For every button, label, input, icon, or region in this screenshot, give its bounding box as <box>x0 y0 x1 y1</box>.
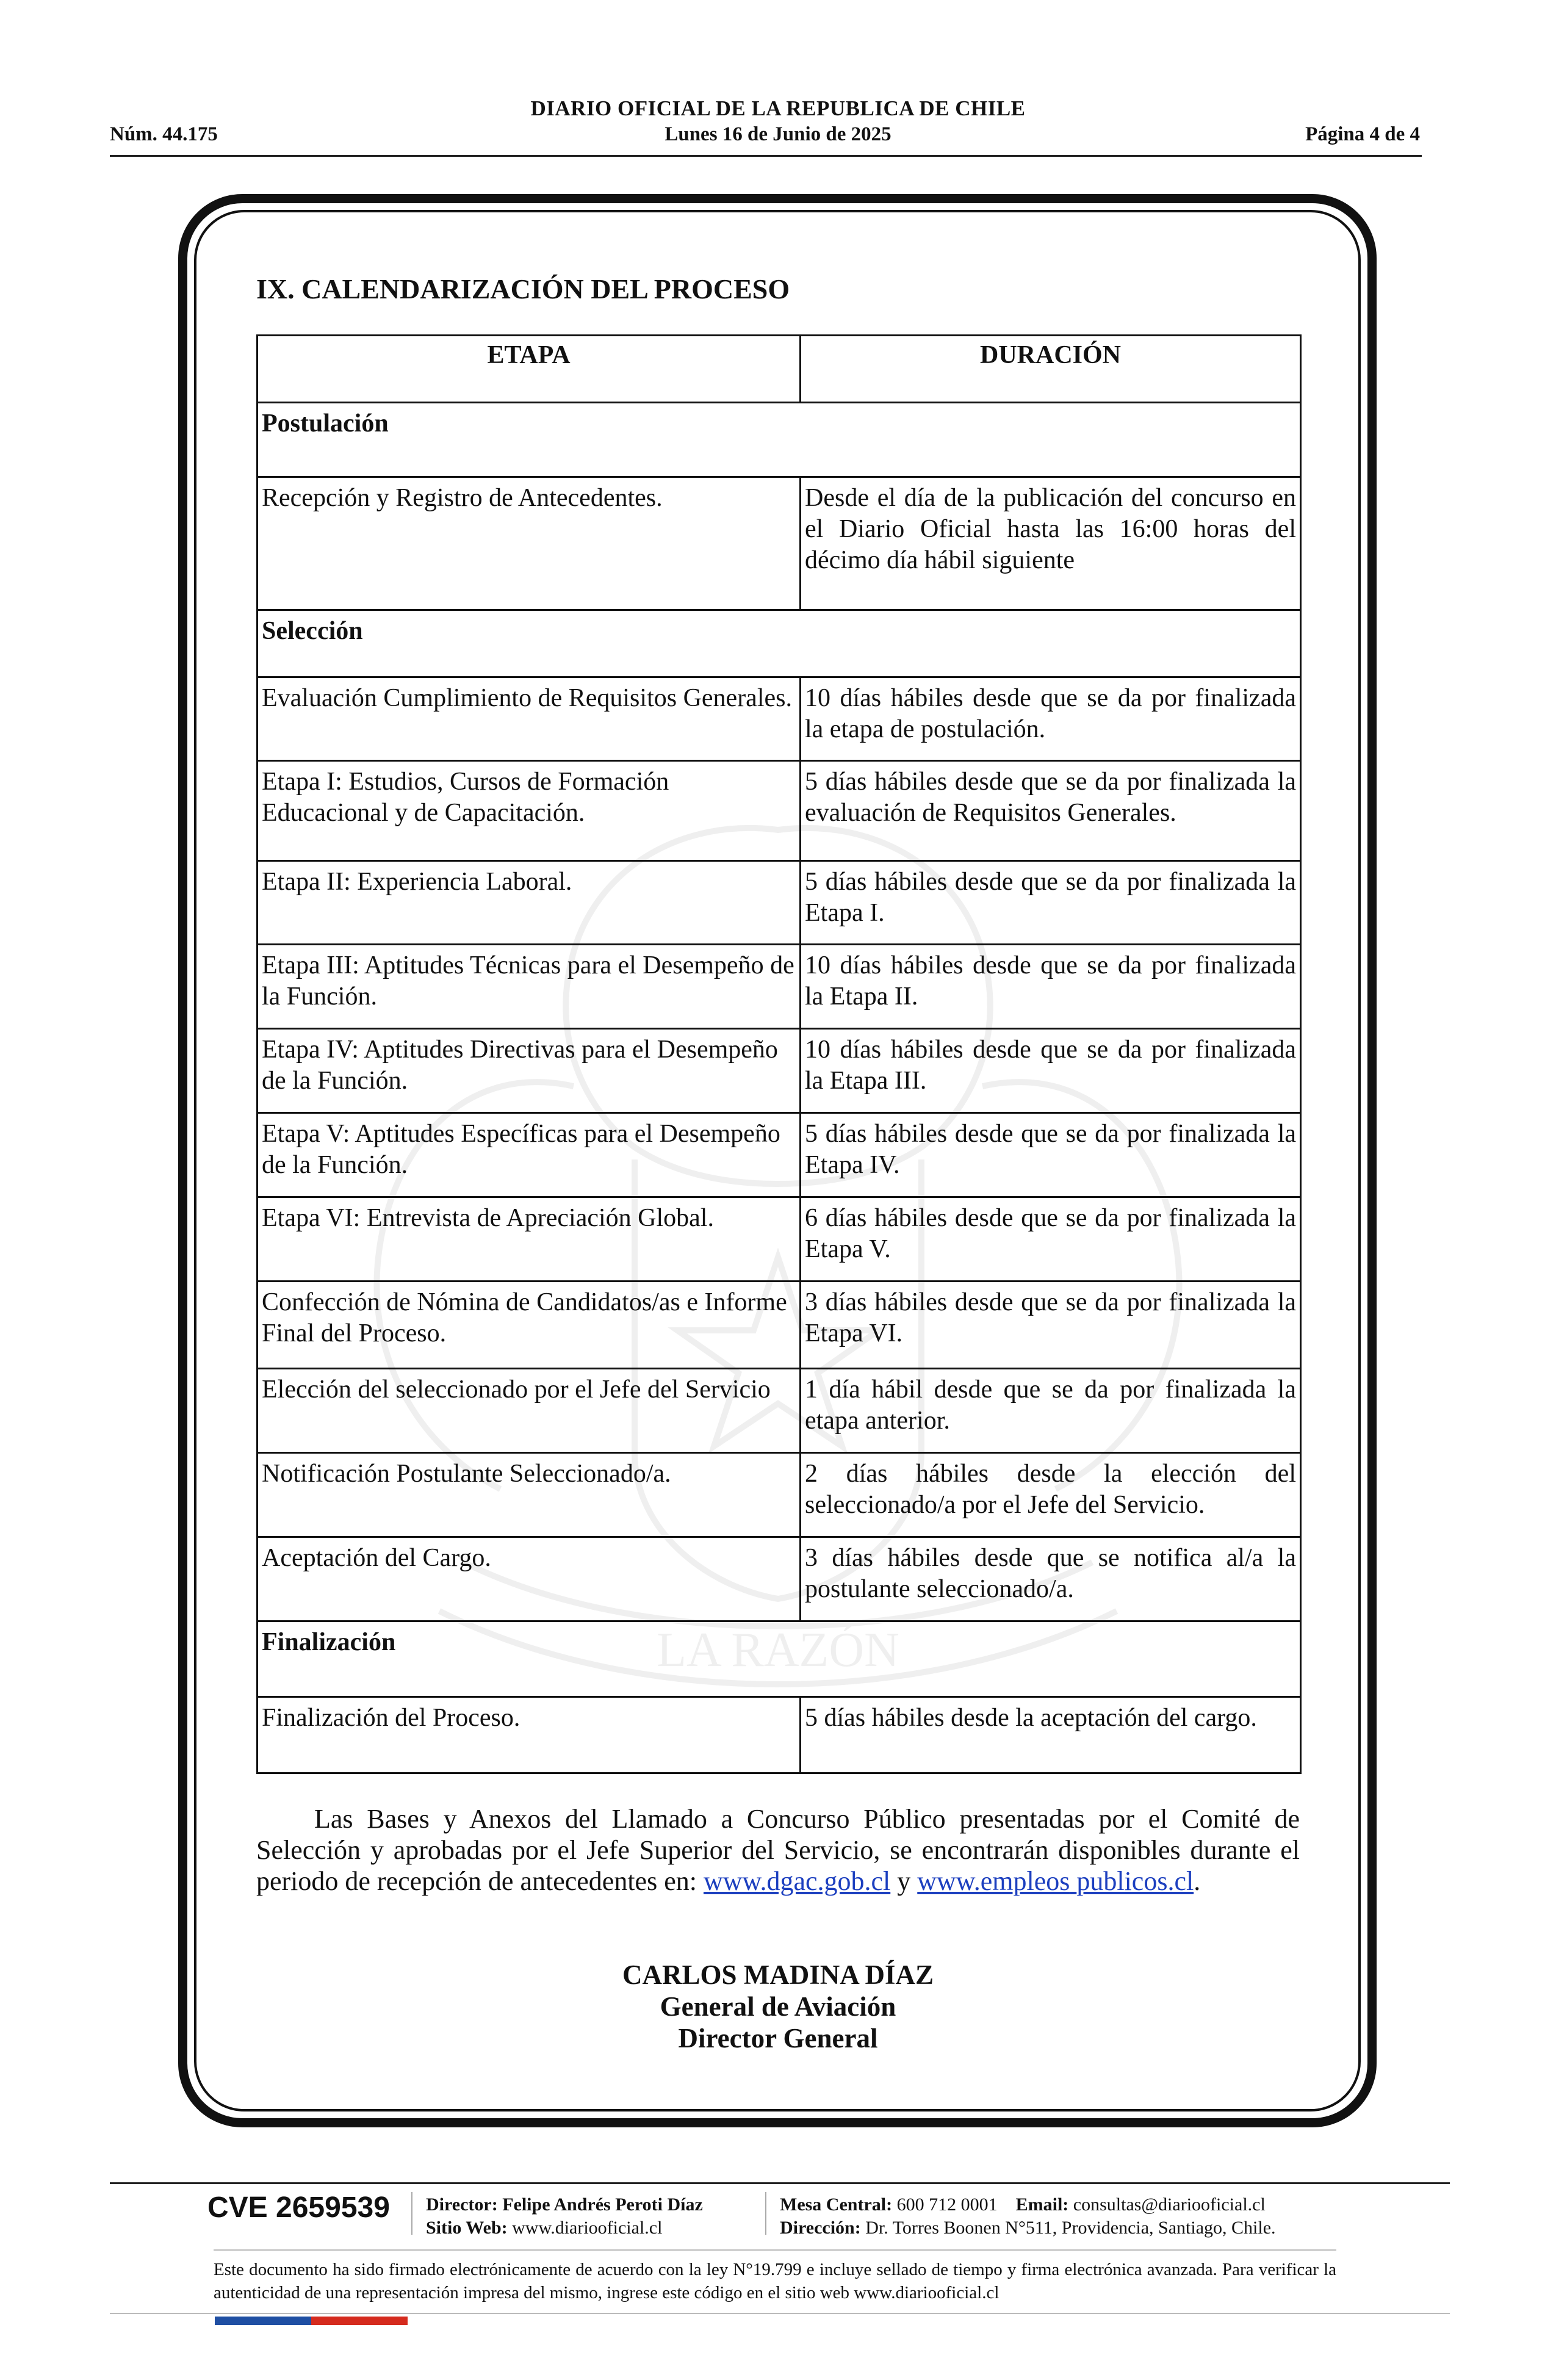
mesa-phone: 600 712 0001 <box>896 2194 998 2215</box>
duration-cell: 10 días hábiles desde que se da por finalizada la Etapa III. <box>801 1029 1301 1113</box>
group-seleccion: Selección <box>258 610 1301 677</box>
table-header-row <box>258 336 1301 403</box>
signatory-rank: General de Aviación <box>660 1991 896 2022</box>
stage-cell: Evaluación Cumplimiento de Requisitos Generales. <box>258 677 801 761</box>
stage-cell: Etapa V: Aptitudes Específicas para el Desempeño de la Función. <box>258 1113 801 1197</box>
issue-number: Núm. 44.175 <box>110 123 218 145</box>
watermark-motto: LA RAZÓN <box>657 1623 899 1677</box>
email-label: Email: <box>1015 2194 1069 2215</box>
site-label: Sitio Web: <box>426 2218 508 2238</box>
duration-cell: 10 días hábiles desde que se da por finalizada la etapa de postulación. <box>801 677 1301 761</box>
footer-divider-top <box>110 2182 1450 2184</box>
table-row <box>258 861 1301 945</box>
footer-separator <box>765 2192 766 2235</box>
stage-cell: Etapa IV: Aptitudes Directivas para el Desempeño de la Función. <box>258 1029 801 1113</box>
footer-divider-bottom <box>110 2313 1450 2314</box>
signatory-position: Director General <box>678 2023 878 2054</box>
table-row <box>258 761 1301 861</box>
stage-cell: Etapa III: Aptitudes Técnicas para el Desempeño de la Función. <box>258 945 801 1029</box>
duration-cell: 5 días hábiles desde que se da por finalizada la Etapa IV. <box>801 1113 1301 1197</box>
footer-separator <box>411 2192 412 2235</box>
email-address[interactable]: consultas@diariooficial.cl <box>1073 2194 1266 2215</box>
header-divider <box>110 155 1422 157</box>
dgac-link[interactable]: www.dgac.gob.cl <box>703 1866 891 1896</box>
table-row <box>258 1369 1301 1453</box>
table-row <box>258 1113 1301 1197</box>
table-group-row <box>258 1621 1301 1697</box>
stage-cell: Etapa VI: Entrevista de Apreciación Global. <box>258 1197 801 1282</box>
column-header-stage: ETAPA <box>258 336 801 403</box>
group-finalizacion: Finalización <box>258 1621 1301 1697</box>
address-label: Dirección: <box>780 2218 861 2238</box>
footer-director-block <box>426 2193 703 2240</box>
table-row <box>258 1697 1301 1773</box>
table-row <box>258 945 1301 1029</box>
footer-divider-mid <box>214 2249 1336 2251</box>
duration-cell: 1 día hábil desde que se da por finalizada la etapa anterior. <box>801 1369 1301 1453</box>
stage-cell: Recepción y Registro de Antecedentes. <box>258 477 801 610</box>
footer-contact-block <box>780 2193 1276 2240</box>
process-calendar-table <box>256 334 1302 1774</box>
director-label: Director: <box>426 2194 498 2215</box>
duration-cell: Desde el día de la publicación del concurso en el Diario Oficial hasta las 16:00 horas del décimo día hábil siguiente <box>801 477 1301 610</box>
empleos-link-part2[interactable]: publicos.cl <box>1076 1866 1194 1896</box>
section-title: IX. CALENDARIZACIÓN DEL PROCESO <box>256 273 790 305</box>
conjunction: y <box>897 1866 911 1896</box>
column-header-duration: DURACIÓN <box>801 336 1301 403</box>
gazette-title: DIARIO OFICIAL DE LA REPUBLICA DE CHILE <box>530 96 1026 120</box>
flag-stripe-red <box>311 2317 408 2325</box>
table-row <box>258 1029 1301 1113</box>
page-indicator: Página 4 de 4 <box>1305 123 1420 145</box>
cve-code: CVE 2659539 <box>207 2191 390 2224</box>
closing-text: Las Bases y Anexos del Llamado a Concurso Público presentadas por el Comité de Selección y aprobadas por el Jefe Superior del Servicio, se encontrarán disponibles durante el periodo de recepción de antecedentes en: <box>256 1804 1300 1896</box>
stage-cell: Finalización del Proceso. <box>258 1697 801 1773</box>
flag-stripe-blue <box>215 2317 311 2325</box>
issue-date: Lunes 16 de Junio de 2025 <box>665 123 891 145</box>
empleos-publicos-link[interactable] <box>917 1866 1194 1896</box>
table-group-row <box>258 403 1301 477</box>
duration-cell: 6 días hábiles desde que se da por finalizada la Etapa V. <box>801 1197 1301 1282</box>
duration-cell: 2 días hábiles desde la elección del seleccionado/a por el Jefe del Servicio. <box>801 1453 1301 1537</box>
group-postulacion: Postulación <box>258 403 1301 477</box>
duration-cell: 3 días hábiles desde que se notifica al/a la postulante seleccionado/a. <box>801 1537 1301 1621</box>
stage-cell: Etapa II: Experiencia Laboral. <box>258 861 801 945</box>
closing-paragraph <box>256 1803 1300 1897</box>
duration-cell: 5 días hábiles desde que se da por finalizada la Etapa I. <box>801 861 1301 945</box>
stage-cell: Confección de Nómina de Candidatos/as e Informe Final del Proceso. <box>258 1282 801 1369</box>
duration-cell: 5 días hábiles desde la aceptación del cargo. <box>801 1697 1301 1773</box>
closing-period: . <box>1194 1866 1201 1896</box>
table-row <box>258 1282 1301 1369</box>
table-row <box>258 677 1301 761</box>
empleos-link-part1[interactable]: www.empleos <box>917 1866 1070 1896</box>
legal-notice: Este documento ha sido firmado electrónicamente de acuerdo con la ley N°19.799 e incluye sellado de tiempo y firma electrónica avanzada. Para verificar la autenticidad de una representación impresa del mismo, ingrese este código en el sitio web www.diariooficial.cl <box>214 2260 1336 2302</box>
duration-cell: 5 días hábiles desde que se da por finalizada la evaluación de Requisitos Generales. <box>801 761 1301 861</box>
table-group-row <box>258 610 1301 677</box>
director-name: Felipe Andrés Peroti Díaz <box>502 2194 703 2215</box>
address-text: Dr. Torres Boonen N°511, Providencia, Santiago, Chile. <box>865 2218 1276 2238</box>
mesa-label: Mesa Central: <box>780 2194 893 2215</box>
table-row <box>258 1453 1301 1537</box>
stage-cell: Elección del seleccionado por el Jefe del Servicio <box>258 1369 801 1453</box>
site-url[interactable]: www.diariooficial.cl <box>512 2218 663 2238</box>
duration-cell: 10 días hábiles desde que se da por finalizada la Etapa II. <box>801 945 1301 1029</box>
table-row <box>258 1537 1301 1621</box>
table-row <box>258 1197 1301 1282</box>
signatory-name: CARLOS MADINA DÍAZ <box>622 1960 934 1990</box>
table-row <box>258 477 1301 610</box>
stage-cell: Notificación Postulante Seleccionado/a. <box>258 1453 801 1537</box>
stage-cell: Etapa I: Estudios, Cursos de Formación Educacional y de Capacitación. <box>258 761 801 861</box>
stage-cell: Aceptación del Cargo. <box>258 1537 801 1621</box>
duration-cell: 3 días hábiles desde que se da por finalizada la Etapa VI. <box>801 1282 1301 1369</box>
